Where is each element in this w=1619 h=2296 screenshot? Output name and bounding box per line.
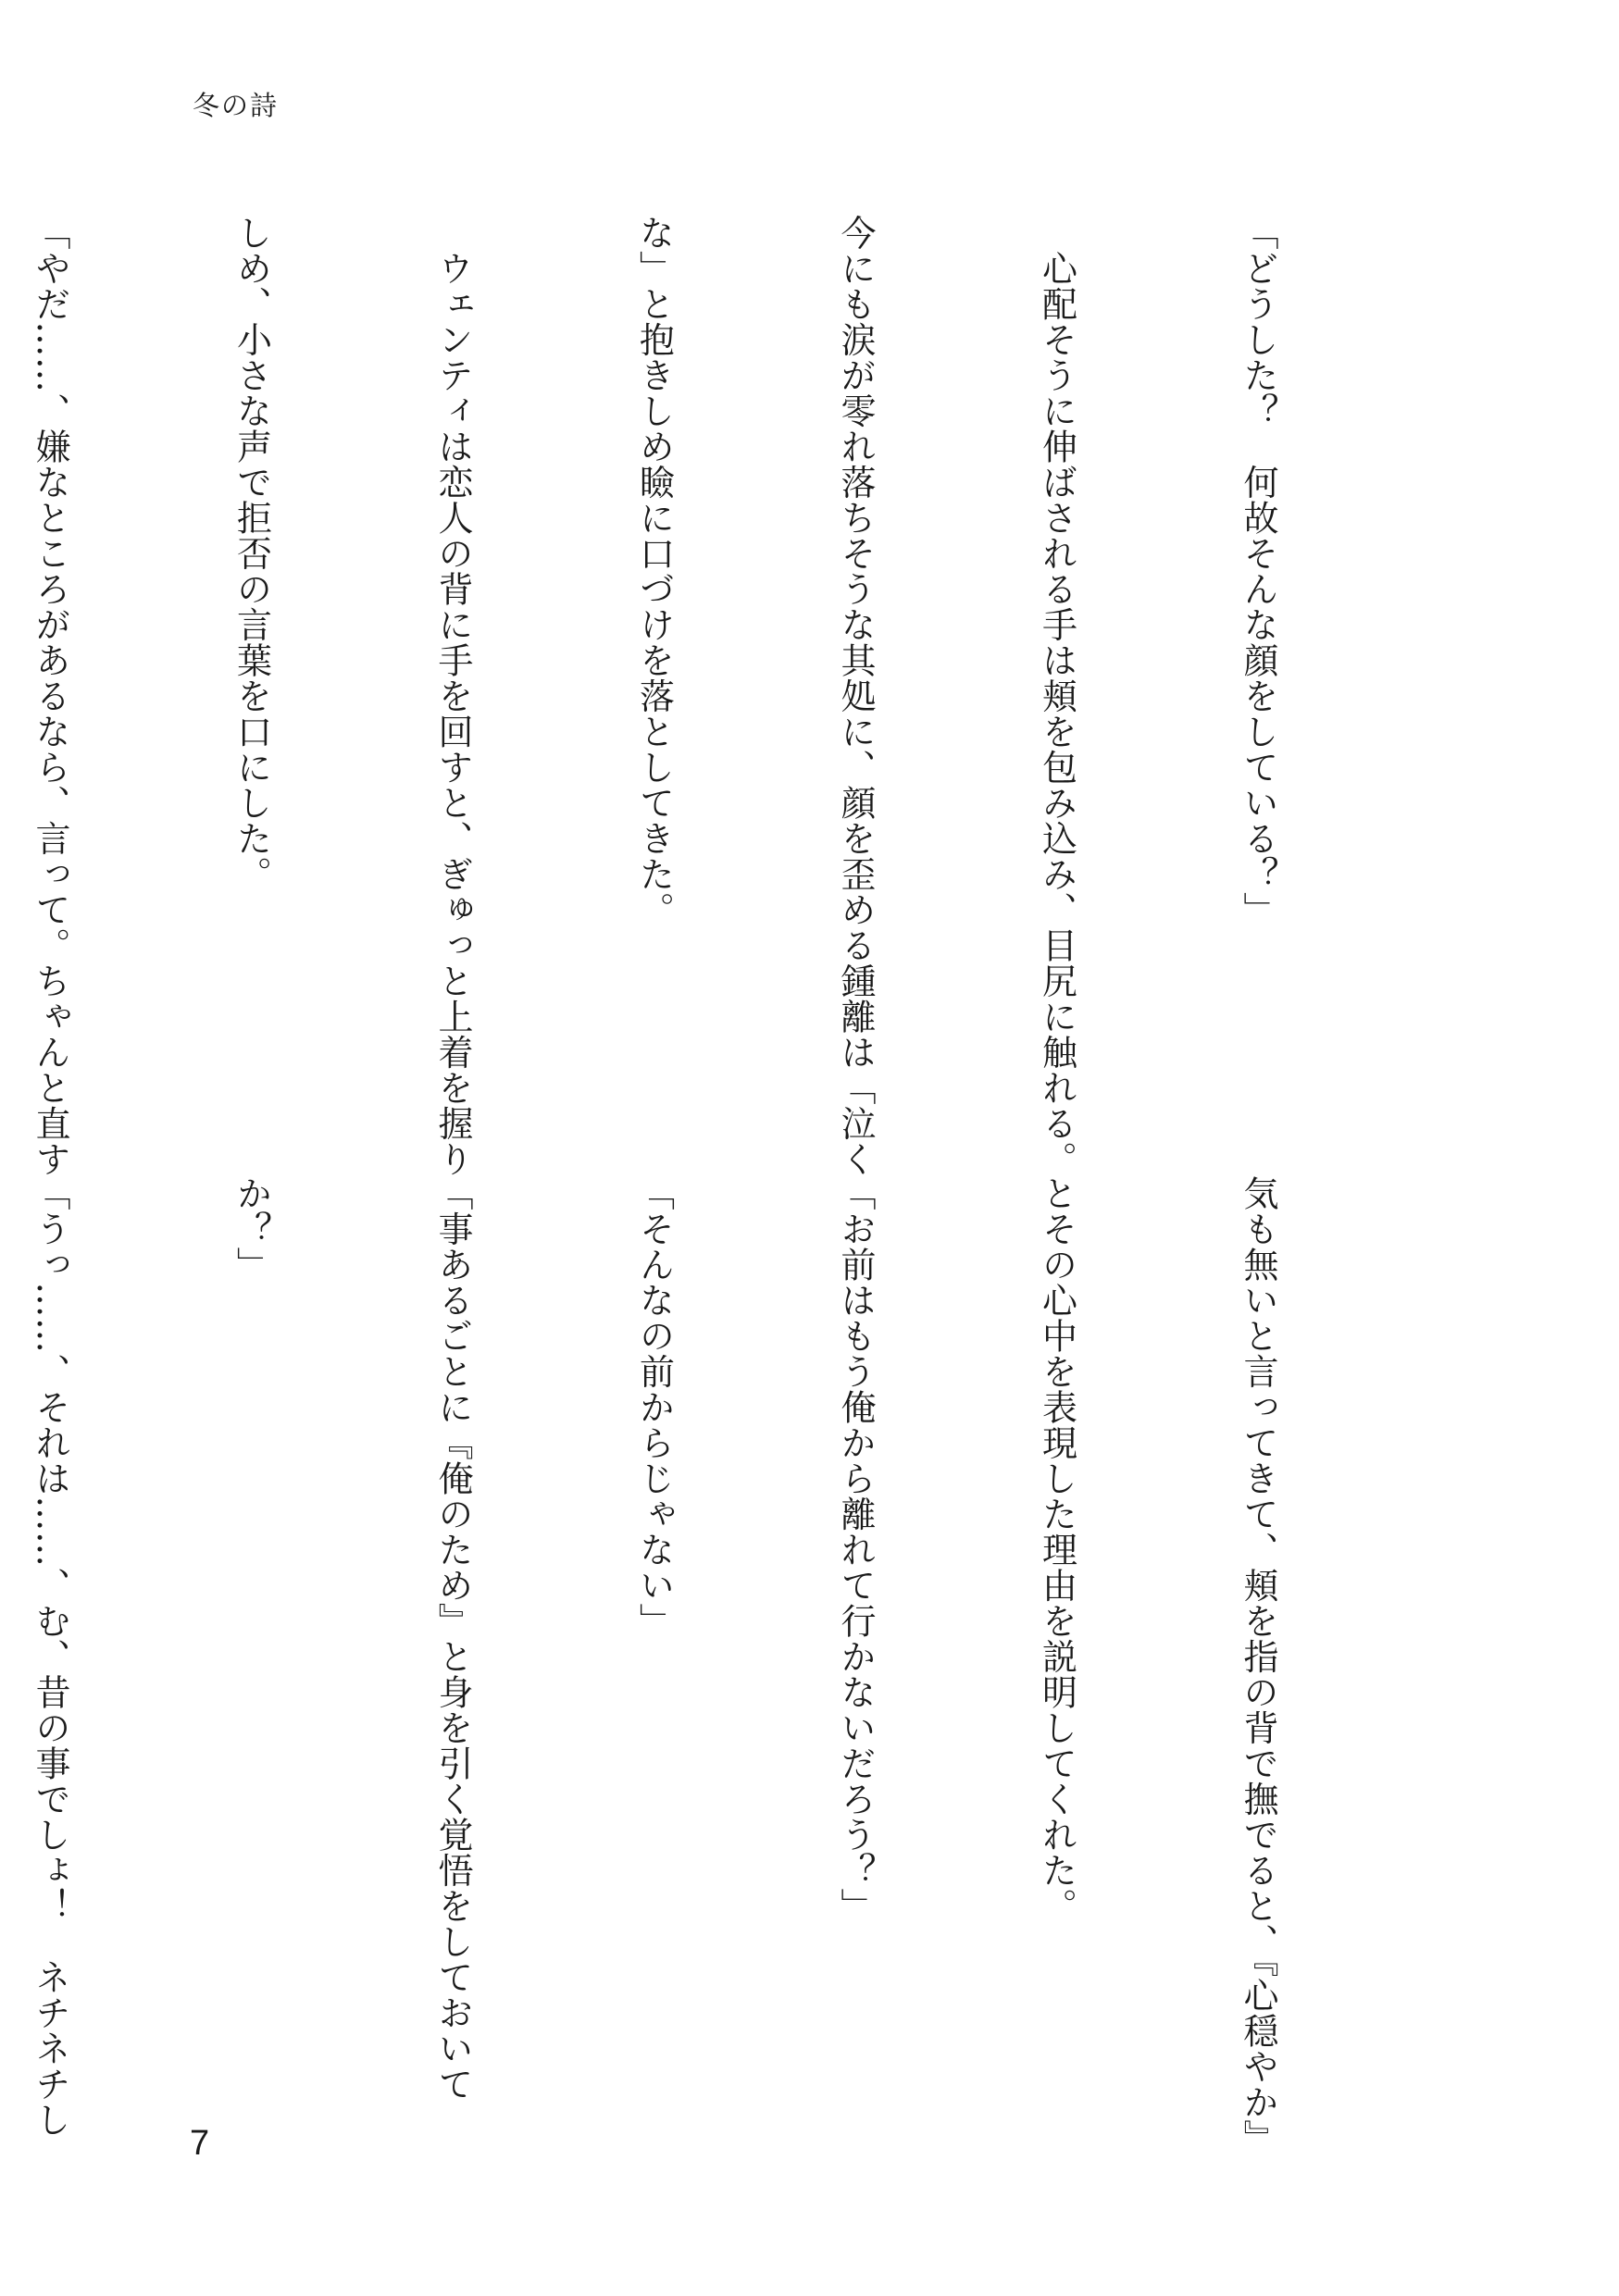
text-line: な」と抱きしめ瞼に口づけを落としてきた。 xyxy=(633,215,675,927)
text-column-upper xyxy=(30,215,1426,1177)
text-line: 心配そうに伸ばされる手は頬を包み込み、目尻に触れる。 xyxy=(1036,215,1077,1177)
text-line: か？」 xyxy=(230,1175,272,1283)
running-title: 冬の詩 xyxy=(193,90,280,121)
text-line: 「うっ……、それは……、む、昔の事でしょ！ ネチネチし xyxy=(30,1175,70,2138)
text-line: 「どうした？ 何故そんな顔をしている？」 xyxy=(1238,215,1278,927)
page-number: 7 xyxy=(190,2124,210,2163)
text-line: 気も無いと言ってきて、頬を指の背で撫でると、『心穏やか』 xyxy=(1238,1175,1278,2155)
text-line: 今にも涙が零れ落ちそうな其処に、顔を歪める鍾離は「泣く xyxy=(835,215,876,1177)
text-line: しめ、小さな声で拒否の言葉を口にした。 xyxy=(230,215,272,892)
text-line: 「お前はもう俺から離れて行かないだろう？」 xyxy=(835,1175,876,1924)
text-line: 「事あるごとに『俺のため』と身を引く覚悟をしておいて xyxy=(432,1175,473,2102)
text-line: 「そんなの前からじゃない」 xyxy=(633,1175,675,1639)
text-line: ウェンティは恋人の背に手を回すと、ぎゅっと上着を握り xyxy=(432,215,473,1177)
text-column-lower xyxy=(30,1175,1426,2155)
text-line: とその心中を表現した理由を説明してくれた。 xyxy=(1036,1175,1077,1924)
text-line: 「やだ……、嫌なところがあるなら、言って。ちゃんと直す xyxy=(30,215,70,1177)
